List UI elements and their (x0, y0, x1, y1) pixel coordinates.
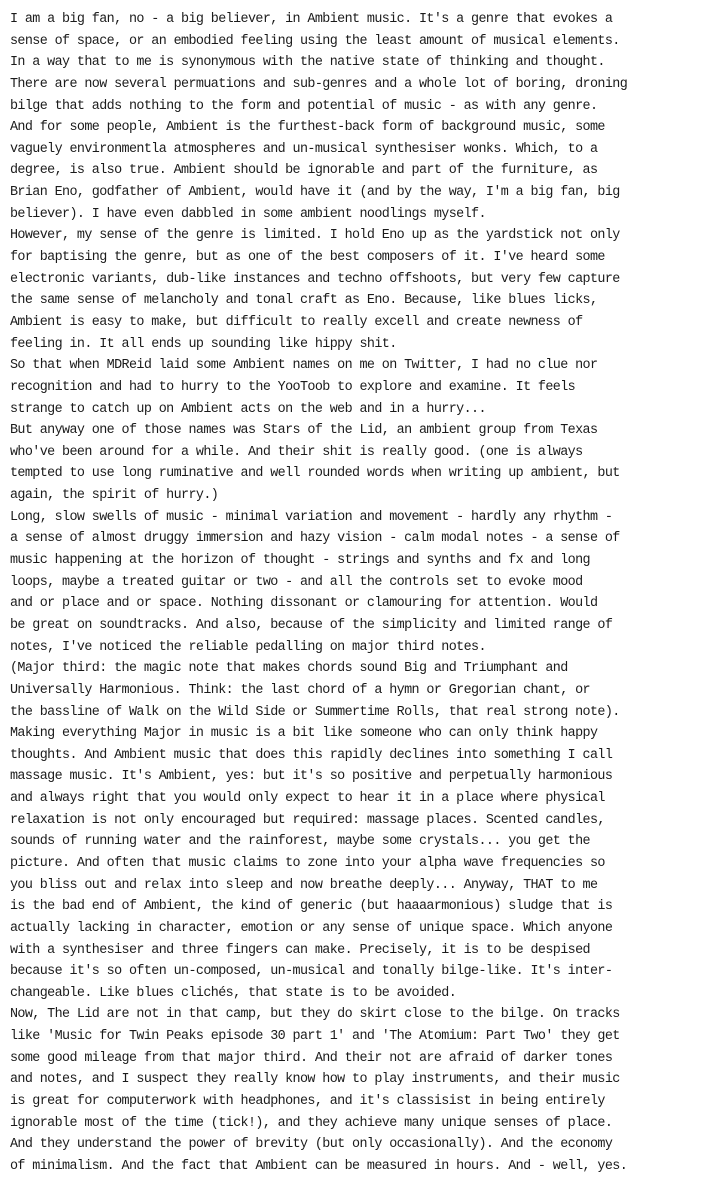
text-line: is great for computerwork with headphones, and it's classisist in being entirely (10, 1094, 605, 1110)
text-line: music happening at the horizon of thought - strings and synths and fx and long (10, 553, 590, 569)
text-line: actually lacking in character, emotion or any sense of unique space. Which anyone (10, 920, 613, 936)
text-line: feeling in. It all ends up sounding like hippy shit. (10, 336, 397, 352)
text-line: Now, The Lid are not in that camp, but they do skirt close to the bilge. On tracks (10, 1007, 620, 1023)
text-line: There are now several permuations and sub-genres and a whole lot of boring, droning (10, 76, 628, 92)
text-line: changeable. Like blues clichés, that state is to be avoided. (10, 985, 457, 1001)
text-line: notes, I've noticed the reliable pedalling on major third notes. (10, 639, 486, 655)
text-line: thoughts. And Ambient music that does this rapidly declines into something I call (10, 747, 613, 763)
text-line: the same sense of melancholy and tonal craft as Eno. Because, like blues licks, (10, 293, 598, 309)
text-line: strange to catch up on Ambient acts on the web and in a hurry... (10, 401, 486, 417)
text-line: vaguely environmentla atmospheres and un-musical synthesiser wonks. Which, to a (10, 141, 598, 157)
text-line: So that when MDReid laid some Ambient names on me on Twitter, I had no clue nor (10, 358, 598, 374)
text-line: Long, slow swells of music - minimal variation and movement - hardly any rhythm - (10, 509, 613, 525)
text-line: Making everything Major in music is a bit like someone who can only think happy (10, 726, 598, 742)
text-line: massage music. It's Ambient, yes: but it's so positive and perpetually harmonious (10, 769, 613, 785)
text-line: some good mileage from that major third. And their not are afraid of darker tones (10, 1050, 613, 1066)
text-line: Ambient is easy to make, but difficult to really excell and create newness of (10, 314, 583, 330)
text-line: for baptising the genre, but as one of the best composers of it. I've heard some (10, 250, 605, 266)
text-line: believer). I have even dabbled in some ambient noodlings myself. (10, 206, 486, 222)
text-line: sounds of running water and the rainforest, maybe some crystals... you get the (10, 834, 590, 850)
text-line: I am a big fan, no - a big believer, in Ambient music. It's a genre that evokes a (10, 12, 613, 27)
body-text (10, 9, 715, 1178)
text-line: loops, maybe a treated guitar or two - and all the controls set to evoke mood (10, 574, 583, 590)
text-line: you bliss out and relax into sleep and now breathe deeply... Anyway, THAT to me (10, 877, 598, 893)
text-line: And for some people, Ambient is the furthest-back form of background music, some (10, 120, 605, 136)
text-line: electronic variants, dub-like instances and techno offshoots, but very few capture (10, 271, 620, 287)
text-line: sense of space, or an embodied feeling using the least amount of musical elements. (10, 33, 620, 49)
text-line: Brian Eno, godfather of Ambient, would have it (and by the way, I'm a big fan, big (10, 185, 620, 201)
text-line: with a synthesiser and three fingers can make. Precisely, it is to be despised (10, 942, 590, 958)
text-line: picture. And often that music claims to zone into your alpha wave frequencies so (10, 855, 605, 871)
text-line: is the bad end of Ambient, the kind of generic (but haaaarmonious) sludge that is (10, 899, 613, 915)
text-line: And they understand the power of brevity (but only occasionally). And the economy (10, 1137, 613, 1153)
text-line: again, the spirit of hurry.) (10, 488, 219, 504)
text-line: and or place and or space. Nothing dissonant or clamouring for attention. Would (10, 596, 598, 612)
text-line: ignorable most of the time (tick!), and they achieve many unique senses of place. (10, 1115, 613, 1131)
text-line: Universally Harmonious. Think: the last chord of a hymn or Gregorian chant, or (10, 682, 590, 698)
text-line: bilge that adds nothing to the form and potential of music - as with any genre. (10, 98, 598, 114)
text-line: who've been around for a while. And their shit is really good. (one is always (10, 444, 583, 460)
text-line: be great on soundtracks. And also, because of the simplicity and limited range of (10, 617, 613, 633)
text-line: like 'Music for Twin Peaks episode 30 part 1' and 'The Atomium: Part Two' they get (10, 1029, 620, 1045)
text-line: a sense of almost druggy immersion and hazy vision - calm modal notes - a sense of (10, 531, 620, 547)
text-line: relaxation is not only encouraged but required: massage places. Scented candles, (10, 812, 605, 828)
text-line: recognition and had to hurry to the YooToob to explore and examine. It feels (10, 379, 576, 395)
text-line: and always right that you would only expect to hear it in a place where physical (10, 791, 605, 807)
text-line: However, my sense of the genre is limited. I hold Eno up as the yardstick not only (10, 228, 620, 244)
text-line: tempted to use long ruminative and well rounded words when writing up ambient, but (10, 466, 620, 482)
text-line: In a way that to me is synonymous with the native state of thinking and thought. (10, 55, 605, 71)
text-line: But anyway one of those names was Stars of the Lid, an ambient group from Texas (10, 423, 598, 439)
text-line: of minimalism. And the fact that Ambient can be measured in hours. And - well, yes. (10, 1158, 628, 1174)
text-line: because it's so often un-composed, un-musical and tonally bilge-like. It's inter- (10, 964, 613, 980)
text-line: (Major third: the magic note that makes chords sound Big and Triumphant and (10, 661, 568, 677)
text-line: degree, is also true. Ambient should be ignorable and part of the furniture, as (10, 163, 598, 179)
text-line: and notes, and I suspect they really know how to play instruments, and their music (10, 1072, 620, 1088)
text-line: the bassline of Walk on the Wild Side or Summertime Rolls, that real strong note). (10, 704, 620, 720)
